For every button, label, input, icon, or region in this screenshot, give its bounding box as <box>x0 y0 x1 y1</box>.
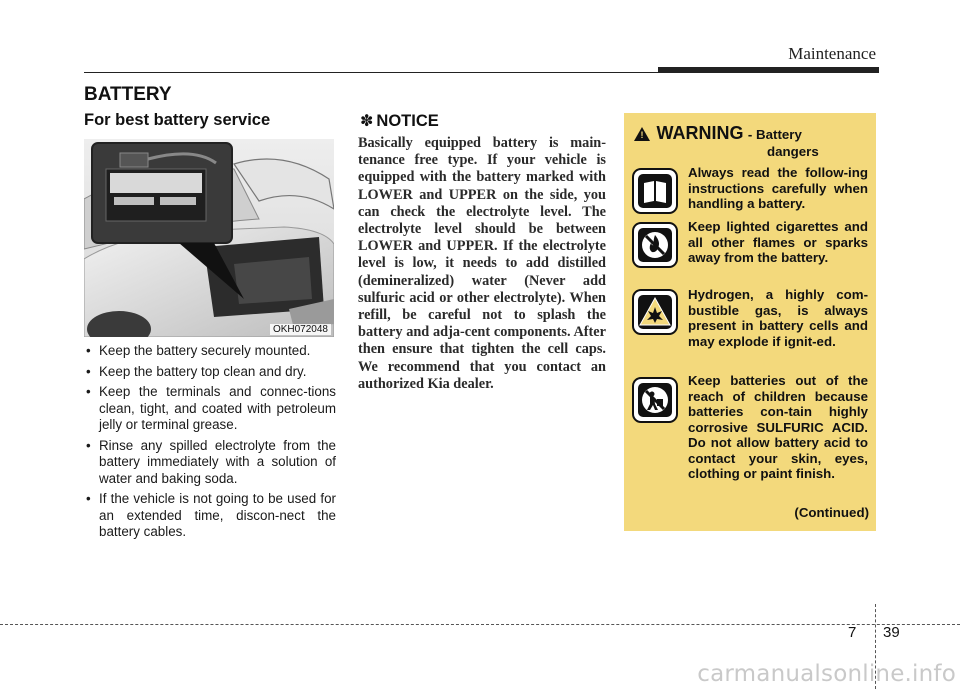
bullet-glyph: • <box>86 491 91 506</box>
section-title: BATTERY <box>84 84 172 105</box>
bullet-glyph: • <box>86 384 91 399</box>
figure-code: OKH072048 <box>270 324 331 335</box>
warning-text: Keep batteries out of the reach of children because batteries con-tain highly corrosive SULFURIC ACID. Do not allow battery acid to contact your skin, eyes, clothing or paint finish. <box>688 373 868 481</box>
warning-title <box>634 123 874 144</box>
notice-body: Basically equipped battery is main-tenance free type. If your vehicle is equipped with the battery marked with LOWER and UPPER on the side, you can check the electrolyte level. The electrolyte level should be between LOWER and UPPER. If the electrolyte level is low, it needs to add distilled (demineralized) water (Never add sulfuric acid or other electrolyte). When refill, be careful not to splash the battery and adja-cent components. After then ensure that tighten the cell caps. We recommend that you contact an authorized Kia dealer. <box>358 135 606 392</box>
warning-subtitle: - Battery <box>747 127 802 142</box>
bullet-glyph: • <box>86 343 91 358</box>
watermark: carmanualsonline.info <box>697 661 956 687</box>
notice-heading-text: NOTICE <box>376 112 439 130</box>
battery-service-list <box>86 343 336 545</box>
running-header: Maintenance <box>788 44 876 63</box>
subsection-heading: For best battery service <box>84 111 271 129</box>
list-item-text: Keep the battery securely mounted. <box>99 343 311 358</box>
bullet-glyph: • <box>86 437 91 453</box>
continued-label: (Continued) <box>794 505 869 520</box>
warning-text: Hydrogen, a highly com-bustible gas, is always present in battery cells and may explode if ignit-ed. <box>688 287 868 349</box>
battery-location-photo <box>84 139 334 337</box>
warning-text: Always read the follow-ing instructions carefully when handling a battery. <box>688 165 868 211</box>
page-number: 39 <box>883 624 900 641</box>
warning-triangle-icon: ! <box>634 127 650 141</box>
list-item <box>86 343 336 360</box>
list-item <box>86 491 336 541</box>
list-item-text: Keep the terminals and connec-tions clean, tight, and coated with petroleum jelly or terminal grease. <box>99 384 336 432</box>
list-item <box>86 384 336 434</box>
list-item-text: Keep the battery top clean and dry. <box>99 363 307 379</box>
list-item-text: If the vehicle is not going to be used for an extended time, discon-nect the battery cables. <box>99 491 336 539</box>
header-rule-accent <box>658 67 879 73</box>
list-item-text: Rinse any spilled electrolyte from the battery immediately with a solution of water and baking soda. <box>99 437 336 486</box>
warning-word: WARNING <box>656 123 744 143</box>
list-item <box>86 364 336 381</box>
footer-rule <box>0 624 960 625</box>
notice-heading <box>360 111 439 131</box>
chapter-number: 7 <box>848 624 857 641</box>
trunk-battery-illustration <box>84 139 334 337</box>
list-item <box>86 438 336 488</box>
read-manual-icon <box>632 168 678 219</box>
notice-symbol-icon: ✽ <box>360 113 374 130</box>
bullet-glyph: • <box>86 363 91 379</box>
explosion-hazard-icon <box>632 289 678 340</box>
warning-text: Keep lighted cigarettes and all other flames or sparks away from the battery. <box>688 219 868 265</box>
no-flames-icon <box>632 222 678 273</box>
keep-away-from-children-icon <box>632 377 678 428</box>
warning-subtitle-continued: dangers <box>767 144 819 159</box>
